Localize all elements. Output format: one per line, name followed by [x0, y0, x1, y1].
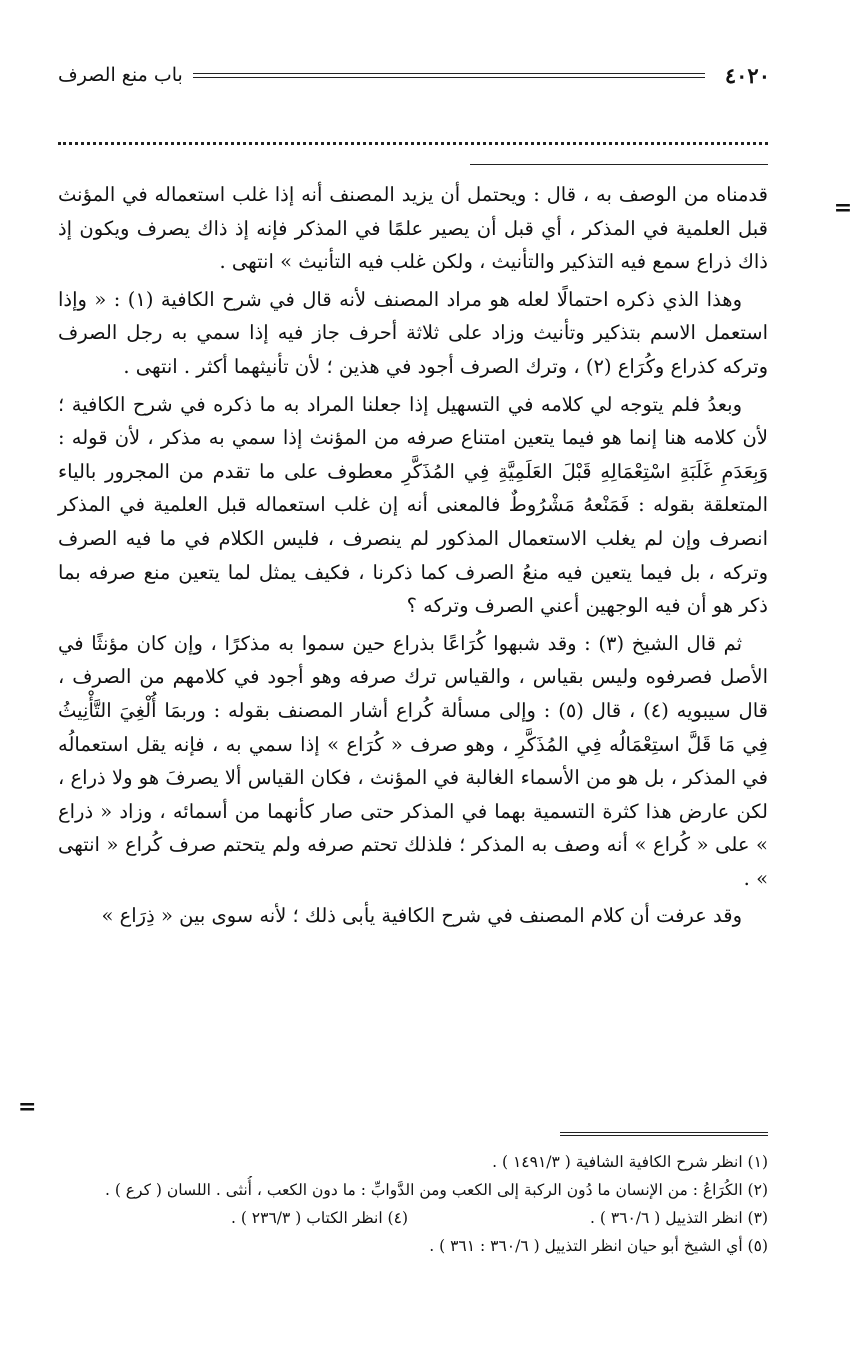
running-title: باب منع الصرف	[58, 64, 183, 86]
section-rule	[470, 164, 768, 165]
footnote-2: (٢) الكُرَاعُ : من الإنسان ما دُون الركبة إلى الكعب ومن الدَّوابِّ : ما دون الكعب ، أُنثى . اللسان ( كرع ) .	[104, 1181, 768, 1199]
footnote-rule	[560, 1132, 768, 1136]
footnote-1: (١) انظر شرح الكافية الشافية ( ١٤٩١/٣ ) .	[492, 1153, 768, 1171]
continuation-mark-start: =	[833, 195, 853, 221]
footnote-4: (٤) انظر الكتاب ( ٢٣٦/٣ ) .	[230, 1209, 408, 1227]
paragraph-1: قدمناه من الوصف به ، قال : ويحتمل أن يزيد المصنف أنه إذا غلب استعماله في المؤنث قبل العلمية في المذكر ، أي قبل أن يصير علمًا في المذكر فإنه إذ ذاك يصرف ويكون إذ ذاك ذراع سمع فيه التذكير والتأنيث ، ولكن غلب فيه التأنيث » انتهى .	[58, 183, 768, 274]
paragraph-3: وبعدُ فلم يتوجه لي كلامه في التسهيل إذا جعلنا المراد به ما ذكره في شرح الكافية ؛ لأن كلامه هنا إنما هو فيما يتعين امتناع صرفه من المؤنث إذا سمي به مذكر ، لأن قوله : وَبِعَدَمِ غَلَبَةِ اسْتِعْمَالِهِ قَبْلَ العَلَمِيَّةِ فِي المُذَكَّرِ معطوف على ما تقدم من المجرور بالياء المتعلقة بقوله : فَمَنْعهُ مَشْرُوطٌ فالمعنى أنه إن غلب استعماله قبل العلمية في المذكر انصرف وإن لم يغلب الاستعمال المذكور لم ينصرف ، فليس الكلام في ما فيه الصرف وتركه ، بل فيما يتعين فيه منعُ الصرف كما ذكرنا ، فكيف يمثل لما يتعين منع صرفه بما ذكر هو أن فيه الوجهين أعني الصرف وتركه ؟	[58, 392, 768, 618]
footnote-row	[58, 1204, 768, 1232]
page-number: ٤٠٢٠	[724, 62, 770, 88]
continuation-mark-end: =	[18, 1094, 37, 1120]
dotted-separator	[58, 128, 768, 145]
paragraph-5: وقد عرفت أن كلام المصنف في شرح الكافية يأبى ذلك ؛ لأنه سوى بين « ذِرَاع »	[101, 904, 742, 928]
footnotes	[58, 1148, 768, 1260]
main-text	[58, 178, 768, 937]
paragraph-2: وهذا الذي ذكره احتمالًا لعله هو مراد المصنف لأنه قال في شرح الكافية (١) : « وإذا استعمل الاسم بتذكير وتأنيث وزاد على ثلاثة أحرف جاز فيه إذا سمي به رجل الصرف وتركه كذراع وكُرَاع (٢) ، وترك الصرف أجود في هذين ؛ لأن تأنيثهما أكثر . انتهى .	[58, 287, 768, 378]
footnote-5: (٥) أي الشيخ أبو حيان انظر التذييل ( ٣٦٠/٦ : ٣٦١ ) .	[429, 1237, 768, 1255]
header-rule	[193, 73, 705, 78]
paragraph-4: ثم قال الشيخ (٣) : وقد شبهوا كُرَاعًا بذراع حين سموا به مذكرًا ، وإن كان مؤنثًا في الأصل فصرفوه وليس بقياس ، والقياس ترك صرفه وهو أجود في كلامهم من الصرف ، قال سيبويه (٤) ، قال (٥) : وإلى مسألة كُراع أشار المصنف بقوله : وربمَا أُلْغِيَ التَّأْنِيثُ فِي مَا قَلَّ استِعْمَالُه فِي المُذَكَّرِ ، وهو صرف « كُرَاع » إذا سمي به ، فإنه يقل استعمالُه في المذكر ، بل هو من الأسماء الغالبة في المؤنث ، فكان القياس ألا يصرفَ هو ولا ذراع ، لكن عارض هذا كثرة التسمية بهما في المذكر حتى صار كأنهما من أسمائه ، وزاد « ذراع » على « كُراع » أنه وصف به المذكر ؛ فلذلك تحتم صرفه ولم يتحتم صرف كُراع « انتهى » .	[58, 631, 768, 890]
page-header	[58, 58, 770, 92]
footnote-3: (٣) انظر التذييل ( ٣٦٠/٦ ) .	[589, 1209, 768, 1227]
